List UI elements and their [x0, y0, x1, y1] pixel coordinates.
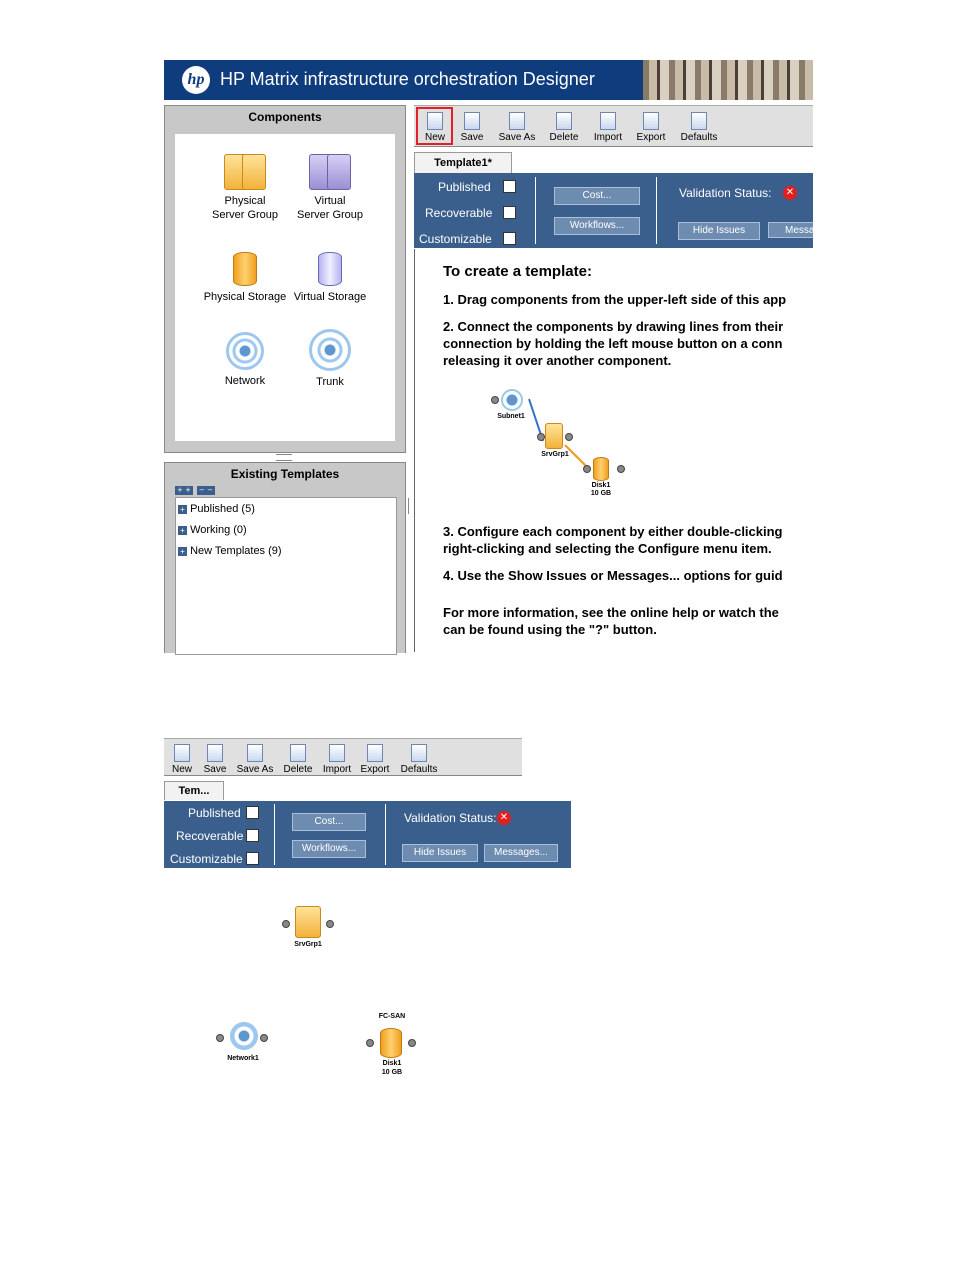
disk-label: Disk1 10 GB [590, 482, 612, 497]
defaults-button[interactable]: Defaults [400, 744, 438, 775]
help-canvas [414, 249, 814, 652]
help-step2c: releasing it over another component. [443, 353, 672, 368]
trash-icon [556, 112, 572, 130]
template-properties-bar-2 [164, 801, 571, 868]
messages-button[interactable]: Messages... [484, 844, 558, 862]
tree-node-working[interactable]: + Working (0) [178, 524, 247, 536]
customizable-checkbox[interactable] [246, 852, 259, 865]
new-icon [174, 744, 190, 762]
recoverable-checkbox[interactable] [503, 206, 516, 219]
panel-splitter[interactable] [276, 454, 292, 461]
fcsan-label: FC-SAN [378, 1013, 406, 1020]
import-button[interactable]: Import [322, 744, 352, 775]
customizable-label: Customizable [419, 232, 492, 246]
new-button[interactable]: New [422, 112, 448, 143]
published-label: Published [438, 180, 491, 194]
help-step4: 4. Use the Show Issues or Messages... options for guid [443, 568, 783, 583]
hp-logo: hp [182, 66, 210, 94]
export-icon [643, 112, 659, 130]
main-toolbar [414, 105, 813, 147]
srvgrp-node[interactable] [295, 906, 321, 938]
recoverable-label: Recoverable [425, 206, 493, 220]
virtual-server-group[interactable]: Virtual Server Group [285, 154, 375, 222]
expand-icon[interactable]: + [178, 505, 187, 514]
save-icon [464, 112, 480, 130]
expand-icon[interactable]: + [178, 547, 187, 556]
help-more-a: For more information, see the online help or watch the [443, 605, 779, 620]
save-icon [207, 744, 223, 762]
tab-template1[interactable]: Template1* [414, 152, 512, 173]
defaults-button[interactable]: Defaults [678, 112, 720, 143]
new-icon [427, 112, 443, 130]
help-step2b: connection by holding the left mouse button on a conn [443, 336, 783, 351]
delete-button[interactable]: Delete [282, 744, 314, 775]
expand-all-button[interactable]: + + [175, 486, 193, 495]
help-more-b: can be found using the "?" button. [443, 622, 657, 637]
validation-status-label: Validation Status: [404, 811, 497, 825]
recoverable-checkbox[interactable] [246, 829, 259, 842]
export-button[interactable]: Export [634, 112, 668, 143]
save-as-button[interactable]: Save As [496, 112, 538, 143]
tree-node-new-templates[interactable]: + New Templates (9) [178, 545, 282, 557]
workflows-button[interactable]: Workflows... [292, 840, 366, 858]
import-icon [329, 744, 345, 762]
delete-button[interactable]: Delete [546, 112, 582, 143]
existing-templates-panel [164, 462, 406, 653]
published-label: Published [188, 806, 241, 820]
components-title: Components [248, 110, 322, 124]
validation-status-label: Validation Status: [679, 186, 772, 200]
disk-icon [593, 457, 609, 481]
components-panel [164, 105, 406, 453]
network-icon [226, 332, 264, 370]
network-node-label: Network1 [227, 1055, 259, 1062]
save-as-icon [509, 112, 525, 130]
new-button[interactable]: New [170, 744, 194, 775]
error-icon: ✕ [497, 811, 511, 825]
save-as-icon [247, 744, 263, 762]
trunk-icon [309, 329, 351, 371]
template-properties-bar [414, 173, 821, 248]
help-step3a: 3. Configure each component by either double-clicking [443, 524, 783, 539]
recoverable-label: Recoverable [176, 829, 244, 843]
import-button[interactable]: Import [590, 112, 626, 143]
collapse-all-button[interactable]: − − [197, 486, 215, 495]
app-header [164, 60, 813, 100]
expand-icon[interactable]: + [178, 526, 187, 535]
physical-server-group[interactable]: Physical Server Group [200, 154, 290, 222]
hide-issues-button[interactable]: Hide Issues [402, 844, 478, 862]
save-as-button[interactable]: Save As [236, 744, 274, 775]
tab-template-short[interactable]: Tem... [164, 781, 224, 800]
export-button[interactable]: Export [360, 744, 390, 775]
workflows-button[interactable]: Workflows... [554, 217, 640, 235]
trunk-component[interactable]: Trunk [285, 329, 375, 389]
error-icon: ✕ [783, 186, 797, 200]
components-palette [175, 134, 395, 441]
virtual-disk-icon [318, 252, 342, 286]
srvgrp-node-label: SrvGrp1 [294, 941, 322, 948]
export-icon [367, 744, 383, 762]
disk-node-label: Disk1 10 GB [381, 1060, 403, 1076]
messages-button[interactable]: Messag [768, 222, 813, 238]
customizable-checkbox[interactable] [503, 232, 516, 245]
hide-issues-button[interactable]: Hide Issues [678, 222, 760, 240]
subnet-label: Subnet1 [497, 413, 525, 420]
subnet-icon [501, 389, 523, 411]
tree-node-published[interactable]: + Published (5) [178, 503, 255, 515]
srvgrp-label: SrvGrp1 [541, 451, 569, 458]
app-title: HP Matrix infrastructure orchestration Designer [220, 69, 595, 89]
customizable-label: Customizable [170, 852, 243, 866]
network-component[interactable]: Network [200, 332, 290, 388]
help-step2a: 2. Connect the components by drawing lines from their [443, 319, 784, 334]
srvgrp-icon [545, 423, 563, 449]
help-step3b: right-clicking and selecting the Configure menu item. [443, 541, 772, 556]
header-photo [643, 60, 813, 100]
trash-icon [290, 744, 306, 762]
help-heading: To create a template: [443, 263, 592, 280]
import-icon [600, 112, 616, 130]
published-checkbox[interactable] [246, 806, 259, 819]
published-checkbox[interactable] [503, 180, 516, 193]
virtual-storage[interactable]: Virtual Storage [285, 252, 375, 304]
physical-storage[interactable]: Physical Storage [200, 252, 290, 304]
defaults-icon [691, 112, 707, 130]
save-button[interactable]: Save [458, 112, 486, 143]
disk-icon [233, 252, 257, 286]
toolbar-2 [164, 738, 522, 776]
cost-button[interactable]: Cost... [292, 813, 366, 831]
help-step1: 1. Drag components from the upper-left side of this app [443, 292, 787, 307]
existing-templates-title: Existing Templates [230, 467, 340, 481]
templates-tree [175, 497, 397, 655]
cost-button[interactable]: Cost... [554, 187, 640, 205]
disk-node[interactable] [380, 1028, 402, 1058]
save-button[interactable]: Save [202, 744, 228, 775]
network-node[interactable] [230, 1022, 258, 1050]
defaults-icon [411, 744, 427, 762]
